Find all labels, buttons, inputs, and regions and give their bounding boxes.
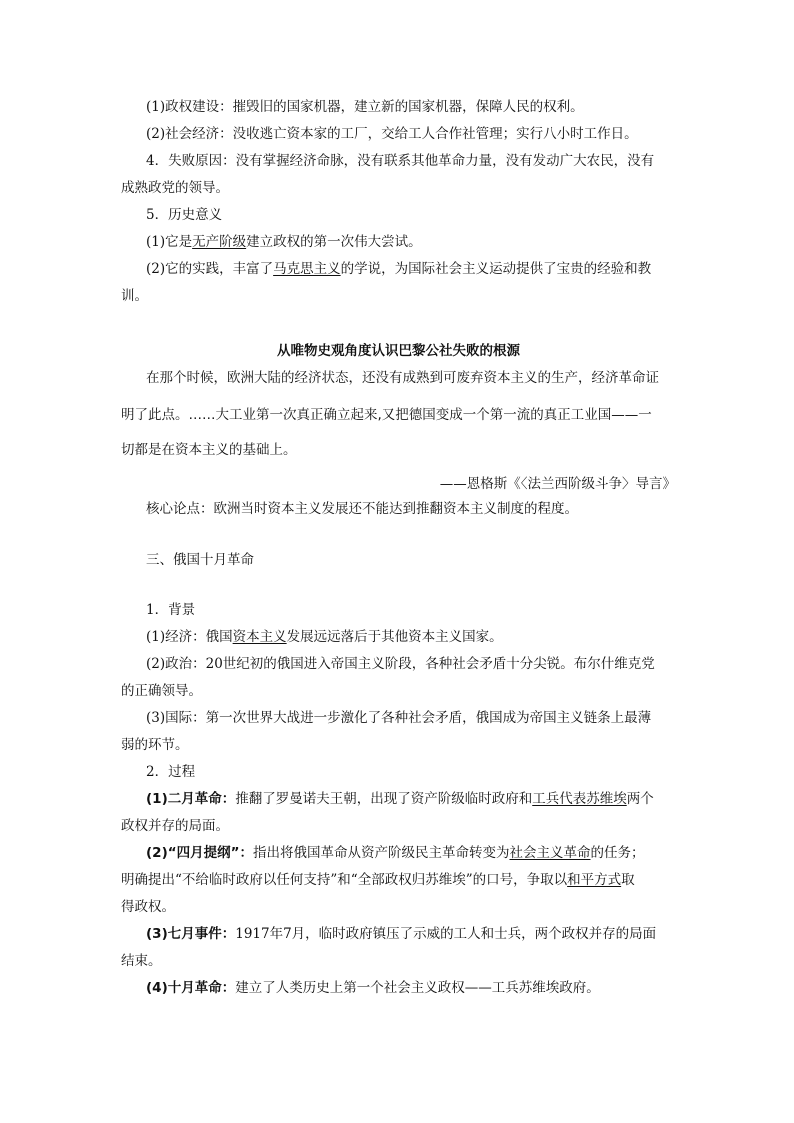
item-label: (1)二月革命： [146,791,236,807]
paragraph-july-days-line2: 结束。 [121,953,162,969]
paragraph-april-theses-line3: 得政权。 [121,899,175,915]
paragraph-bg-international-line1: (3)国际：第一次世界大战进一步激化了各种社会矛盾，俄国成为帝国主义链条上最薄 [146,710,652,726]
paragraph-april-theses [146,840,701,867]
underlined-term: 社会主义革命 [509,845,591,861]
paragraph-failure-line2: 成熟政党的领导。 [121,180,229,196]
item-label: (1)政权建设： [146,99,233,115]
quote-line-2 [121,400,676,430]
text: 1917年7月，临时政府镇压了示威的工人和士兵，两个政权并存的局面 [235,926,657,942]
paragraph-social-economy [146,121,701,148]
text: (1)它是 [146,234,193,250]
heading-process: 2．过程 [146,764,196,780]
item-text: 没收逃亡资本家的工厂，交给工人合作社管理；实行八小时工作日。 [232,126,638,142]
underlined-term: 工兵代表苏维埃 [532,791,627,807]
paragraph-significance-1 [146,229,701,256]
text: 建立了人类历史上第一个社会主义政权——工兵苏维埃政府。 [235,980,600,996]
paragraph-significance-2 [146,256,701,283]
underlined-term: 和平方式 [567,872,622,888]
item-text: 摧毁旧的国家机器，建立新的国家机器，保障人民的权利。 [232,99,584,115]
heading-background: 1．背景 [146,602,196,618]
quote-line-3: 切都是在资本主义的基础上。 [121,442,297,458]
text: 两个 [626,791,654,807]
paragraph-february-revolution-line2: 政权并存的局面。 [121,818,229,834]
paragraph-october-revolution [146,975,701,1002]
box-title: 从唯物史观角度认识巴黎公社失败的根源 [277,343,520,359]
item-label: (3)七月事件： [146,926,236,942]
text: 建立政权的第一次伟大尝试。 [246,234,422,250]
core-argument: 核心论点：欧洲当时资本主义发展还不能达到推翻资本主义制度的程度。 [146,501,578,517]
text: 推翻了罗曼诺夫王朝，出现了资产阶级临时政府和 [235,791,533,807]
text: (1)经济：俄国 [146,629,233,645]
underlined-term: 马克思主义 [273,261,341,277]
item-label: (2)“四月提纲”： [146,845,253,861]
item-label: (4)十月革命： [146,980,236,996]
quote-line-2-text: 明了此点。……大工业第一次真正确立起来,又把德国变成一个第一流的真正工业国——一 [121,407,652,423]
paragraph-significance-2-line2: 训。 [121,288,148,304]
item-label: (2)社会经济： [146,126,233,142]
heading-historical-significance: 5．历史意义 [146,207,223,223]
paragraph-february-revolution [146,786,701,813]
paragraph-bg-international-line2: 弱的环节。 [121,737,189,753]
paragraph-failure-line1: 4．失败原因：没有掌握经济命脉，没有联系其他革命力量，没有发动广大农民，没有 [146,153,655,169]
underlined-term: 无产阶级 [192,234,247,250]
paragraph-july-days [146,921,701,948]
text: 指出将俄国革命从资产阶级民主革命转变为 [252,845,510,861]
text: 取 [621,872,635,888]
paragraph-april-theses-line2 [121,867,676,894]
text: (2)它的实践，丰富了 [146,261,274,277]
paragraph-bg-politics-line2: 的正确领导。 [121,683,202,699]
quote-line-1: 在那个时候，欧洲大陆的经济状态，还没有成熟到可废弃资本主义的生产，经济革命证 [146,370,659,386]
paragraph-bg-economy [146,624,701,651]
quote-source: ——恩格斯《〈法兰西阶级斗争〉导言》 [439,476,676,492]
text: 明确提出“不给临时政府以任何支持”和“全部政权归苏维埃”的口号，争取以 [121,872,568,888]
paragraph-bg-politics-line1: (2)政治：20世纪初的俄国进入帝国主义阶段，各种社会矛盾十分尖锐。布尔什维克党 [146,656,655,672]
text: 的学说，为国际社会主义运动提供了宝贵的经验和教 [340,261,652,277]
paragraph-political-construction [146,94,701,121]
section-heading-october-revolution: 三、俄国十月革命 [146,552,254,568]
underlined-term: 资本主义 [232,629,287,645]
text: 的任务； [590,845,645,861]
text: 发展远远落后于其他资本主义国家。 [286,629,503,645]
